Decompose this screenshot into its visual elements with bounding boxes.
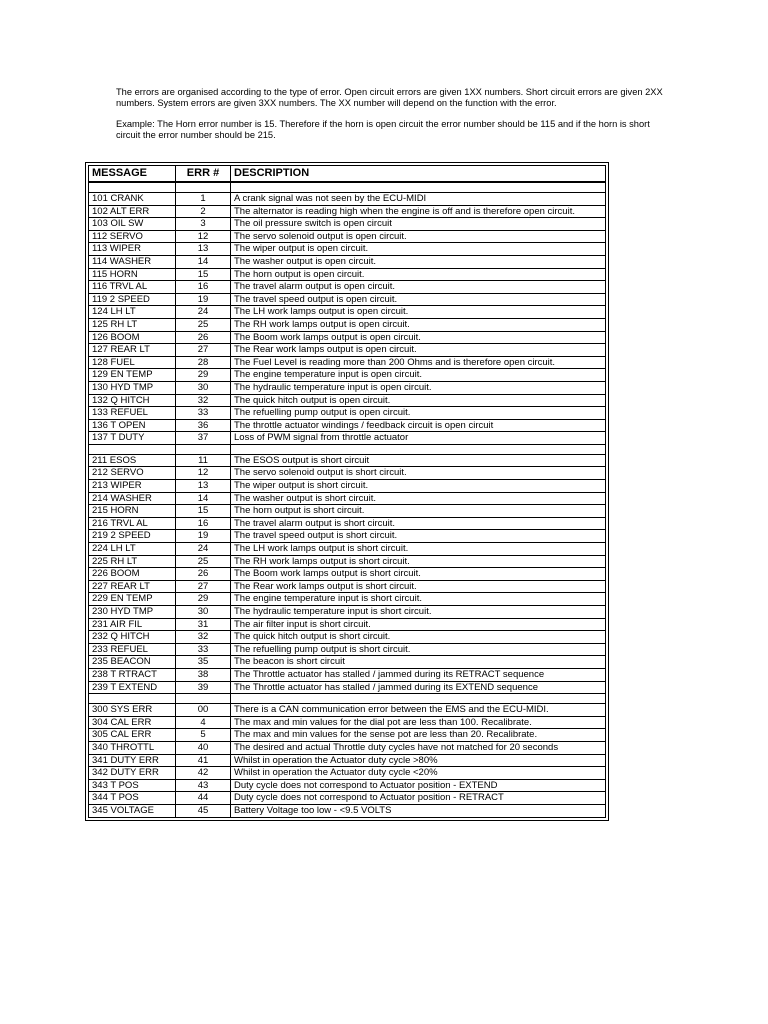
table-header-row [89, 166, 606, 183]
table-row [89, 394, 606, 407]
table-row [89, 767, 606, 780]
description-cell: Whilst in operation the Actuator duty cycle <20% [231, 767, 606, 780]
message-cell: 224 LH LT [89, 543, 176, 556]
err-cell: 1 [176, 193, 231, 206]
header-description: DESCRIPTION [231, 166, 606, 183]
err-cell: 2 [176, 205, 231, 218]
table-row [89, 331, 606, 344]
err-cell: 4 [176, 716, 231, 729]
description-cell: The oil pressure switch is open circuit [231, 218, 606, 231]
message-cell: 132 Q HITCH [89, 394, 176, 407]
description-cell: The Boom work lamps output is open circuit. [231, 331, 606, 344]
description-cell: There is a CAN communication error between the EMS and the ECU-MIDI. [231, 704, 606, 717]
spacer-cell [231, 182, 606, 193]
description-cell: The travel alarm output is open circuit. [231, 281, 606, 294]
table-row [89, 255, 606, 268]
table-row [89, 643, 606, 656]
err-cell: 11 [176, 454, 231, 467]
table-row [89, 454, 606, 467]
message-cell: 128 FUEL [89, 356, 176, 369]
err-cell: 28 [176, 356, 231, 369]
message-cell: 215 HORN [89, 505, 176, 518]
err-cell: 33 [176, 407, 231, 420]
description-cell: The Rear work lamps output is short circuit. [231, 580, 606, 593]
spacer-cell [176, 182, 231, 193]
message-cell: 343 T POS [89, 779, 176, 792]
description-cell: The horn output is open circuit. [231, 268, 606, 281]
err-cell: 24 [176, 543, 231, 556]
err-cell: 16 [176, 517, 231, 530]
message-cell: 119 2 SPEED [89, 293, 176, 306]
intro-paragraph-1: The errors are organised according to the type of error. Open circuit errors are given 1XX numbers. Short circuit errors are given 2XX numbers. System errors are given 3XX numbers. The XX number will depend on the function with the error. [116, 87, 663, 109]
message-cell: 133 REFUEL [89, 407, 176, 420]
description-cell: The Fuel Level is reading more than 200 Ohms and is therefore open circuit. [231, 356, 606, 369]
description-cell: The travel speed output is open circuit. [231, 293, 606, 306]
err-cell: 14 [176, 492, 231, 505]
err-cell: 19 [176, 293, 231, 306]
message-cell: 211 ESOS [89, 454, 176, 467]
spacer-cell [89, 444, 176, 454]
err-cell: 32 [176, 394, 231, 407]
err-cell: 25 [176, 555, 231, 568]
description-cell: The refuelling pump output is short circuit. [231, 643, 606, 656]
message-cell: 216 TRVL AL [89, 517, 176, 530]
description-cell: Battery Voltage too low - <9.5 VOLTS [231, 804, 606, 817]
message-cell: 116 TRVL AL [89, 281, 176, 294]
message-cell: 115 HORN [89, 268, 176, 281]
description-cell: The throttle actuator windings / feedback circuit is open circuit [231, 419, 606, 432]
message-cell: 103 OIL SW [89, 218, 176, 231]
table-row [89, 205, 606, 218]
intro-text [116, 87, 666, 142]
description-cell: The RH work lamps output is short circuit. [231, 555, 606, 568]
message-cell: 239 T EXTEND [89, 681, 176, 694]
table-row [89, 754, 606, 767]
table-row [89, 618, 606, 631]
description-cell: The desired and actual Throttle duty cycles have not matched for 20 seconds [231, 741, 606, 754]
table-row [89, 492, 606, 505]
message-cell: 231 AIR FIL [89, 618, 176, 631]
spacer-cell [231, 694, 606, 704]
description-cell: The LH work lamps output is short circuit. [231, 543, 606, 556]
description-cell: Whilst in operation the Actuator duty cycle >80% [231, 754, 606, 767]
err-cell: 15 [176, 268, 231, 281]
err-cell: 39 [176, 681, 231, 694]
message-cell: 305 CAL ERR [89, 729, 176, 742]
message-cell: 235 BEACON [89, 656, 176, 669]
header-message: MESSAGE [89, 166, 176, 183]
message-cell: 226 BOOM [89, 568, 176, 581]
table-row [89, 306, 606, 319]
table-row [89, 381, 606, 394]
message-cell: 113 WIPER [89, 243, 176, 256]
table-row [89, 193, 606, 206]
message-cell: 112 SERVO [89, 230, 176, 243]
err-cell: 37 [176, 432, 231, 445]
table-row [89, 729, 606, 742]
message-cell: 102 ALT ERR [89, 205, 176, 218]
description-cell: The servo solenoid output is short circuit. [231, 467, 606, 480]
table-row [89, 467, 606, 480]
description-cell: The alternator is reading high when the engine is off and is therefore open circuit. [231, 205, 606, 218]
err-cell: 12 [176, 230, 231, 243]
err-cell: 43 [176, 779, 231, 792]
table-row [89, 268, 606, 281]
message-cell: 114 WASHER [89, 255, 176, 268]
err-cell: 38 [176, 668, 231, 681]
err-cell: 26 [176, 568, 231, 581]
table-row [89, 505, 606, 518]
description-cell: The horn output is short circuit. [231, 505, 606, 518]
description-cell: The servo solenoid output is open circuit. [231, 230, 606, 243]
spacer-row [89, 444, 606, 454]
err-cell: 29 [176, 593, 231, 606]
message-cell: 212 SERVO [89, 467, 176, 480]
message-cell: 214 WASHER [89, 492, 176, 505]
err-cell: 16 [176, 281, 231, 294]
message-cell: 233 REFUEL [89, 643, 176, 656]
spacer-cell [89, 694, 176, 704]
message-cell: 344 T POS [89, 792, 176, 805]
message-cell: 137 T DUTY [89, 432, 176, 445]
err-cell: 32 [176, 631, 231, 644]
table-row [89, 741, 606, 754]
err-cell: 41 [176, 754, 231, 767]
table-row [89, 480, 606, 493]
description-cell: The max and min values for the sense pot are less than 20. Recalibrate. [231, 729, 606, 742]
spacer-cell [89, 182, 176, 193]
table-row [89, 704, 606, 717]
description-cell: The engine temperature input is open circuit. [231, 369, 606, 382]
err-cell: 33 [176, 643, 231, 656]
err-cell: 14 [176, 255, 231, 268]
message-cell: 124 LH LT [89, 306, 176, 319]
table-row [89, 804, 606, 817]
table-row [89, 281, 606, 294]
table-row [89, 369, 606, 382]
err-cell: 35 [176, 656, 231, 669]
message-cell: 213 WIPER [89, 480, 176, 493]
description-cell: Loss of PWM signal from throttle actuator [231, 432, 606, 445]
table-row [89, 318, 606, 331]
message-cell: 230 HYD TMP [89, 606, 176, 619]
message-cell: 101 CRANK [89, 193, 176, 206]
table-row [89, 243, 606, 256]
description-cell: The LH work lamps output is open circuit. [231, 306, 606, 319]
message-cell: 130 HYD TMP [89, 381, 176, 394]
err-cell: 42 [176, 767, 231, 780]
table-row [89, 230, 606, 243]
description-cell: The hydraulic temperature input is open circuit. [231, 381, 606, 394]
spacer-row [89, 694, 606, 704]
table-body [89, 182, 606, 817]
table-row [89, 631, 606, 644]
err-cell: 29 [176, 369, 231, 382]
message-cell: 136 T OPEN [89, 419, 176, 432]
table-row [89, 432, 606, 445]
message-cell: 341 DUTY ERR [89, 754, 176, 767]
spacer-cell [176, 694, 231, 704]
message-cell: 238 T RTRACT [89, 668, 176, 681]
err-cell: 24 [176, 306, 231, 319]
description-cell: The Boom work lamps output is short circuit. [231, 568, 606, 581]
description-cell: The beacon is short circuit [231, 656, 606, 669]
err-cell: 31 [176, 618, 231, 631]
table-row [89, 344, 606, 357]
table-row [89, 792, 606, 805]
message-cell: 340 THROTTL [89, 741, 176, 754]
err-cell: 12 [176, 467, 231, 480]
table-row [89, 716, 606, 729]
description-cell: The air filter input is short circuit. [231, 618, 606, 631]
description-cell: Duty cycle does not correspond to Actuator position - RETRACT [231, 792, 606, 805]
table-row [89, 568, 606, 581]
table-row [89, 779, 606, 792]
description-cell: The wiper output is short circuit. [231, 480, 606, 493]
table-row [89, 407, 606, 420]
description-cell: The engine temperature input is short circuit. [231, 593, 606, 606]
description-cell: The max and min values for the dial pot are less than 100. Recalibrate. [231, 716, 606, 729]
err-cell: 25 [176, 318, 231, 331]
message-cell: 342 DUTY ERR [89, 767, 176, 780]
table-row [89, 656, 606, 669]
description-cell: The travel alarm output is short circuit. [231, 517, 606, 530]
description-cell: The quick hitch output is open circuit. [231, 394, 606, 407]
message-cell: 345 VOLTAGE [89, 804, 176, 817]
description-cell: The quick hitch output is short circuit. [231, 631, 606, 644]
header-err: ERR # [176, 166, 231, 183]
description-cell: The hydraulic temperature input is short circuit. [231, 606, 606, 619]
description-cell: The RH work lamps output is open circuit. [231, 318, 606, 331]
description-cell: A crank signal was not seen by the ECU-MIDI [231, 193, 606, 206]
err-cell: 13 [176, 243, 231, 256]
err-cell: 3 [176, 218, 231, 231]
message-cell: 229 EN TEMP [89, 593, 176, 606]
table-row [89, 606, 606, 619]
message-cell: 225 RH LT [89, 555, 176, 568]
err-cell: 44 [176, 792, 231, 805]
message-cell: 219 2 SPEED [89, 530, 176, 543]
table-row [89, 668, 606, 681]
err-cell: 30 [176, 606, 231, 619]
table-row [89, 293, 606, 306]
spacer-cell [176, 444, 231, 454]
err-cell: 40 [176, 741, 231, 754]
table-row [89, 681, 606, 694]
message-cell: 125 RH LT [89, 318, 176, 331]
message-cell: 129 EN TEMP [89, 369, 176, 382]
spacer-row [89, 182, 606, 193]
intro-paragraph-2: Example: The Horn error number is 15. Therefore if the horn is open circuit the error number should be 115 and if the horn is short circuit the error number should be 215. [116, 118, 650, 141]
spacer-cell [231, 444, 606, 454]
table-row [89, 356, 606, 369]
err-cell: 45 [176, 804, 231, 817]
description-cell: The wiper output is open circuit. [231, 243, 606, 256]
message-cell: 304 CAL ERR [89, 716, 176, 729]
table-row [89, 580, 606, 593]
description-cell: The washer output is open circuit. [231, 255, 606, 268]
err-cell: 13 [176, 480, 231, 493]
err-cell: 15 [176, 505, 231, 518]
table-row [89, 419, 606, 432]
message-cell: 126 BOOM [89, 331, 176, 344]
err-cell: 19 [176, 530, 231, 543]
description-cell: The refuelling pump output is open circuit. [231, 407, 606, 420]
description-cell: The washer output is short circuit. [231, 492, 606, 505]
table-row [89, 543, 606, 556]
description-cell: Duty cycle does not correspond to Actuator position - EXTEND [231, 779, 606, 792]
err-cell: 27 [176, 580, 231, 593]
message-cell: 127 REAR LT [89, 344, 176, 357]
err-cell: 27 [176, 344, 231, 357]
error-code-table [85, 162, 609, 821]
description-cell: The Rear work lamps output is open circuit. [231, 344, 606, 357]
message-cell: 300 SYS ERR [89, 704, 176, 717]
description-cell: The travel speed output is short circuit. [231, 530, 606, 543]
table-row [89, 530, 606, 543]
description-cell: The Throttle actuator has stalled / jammed during its RETRACT sequence [231, 668, 606, 681]
table-row [89, 218, 606, 231]
description-cell: The ESOS output is short circuit [231, 454, 606, 467]
err-cell: 30 [176, 381, 231, 394]
err-cell: 36 [176, 419, 231, 432]
message-cell: 232 Q HITCH [89, 631, 176, 644]
message-cell: 227 REAR LT [89, 580, 176, 593]
description-cell: The Throttle actuator has stalled / jammed during its EXTEND sequence [231, 681, 606, 694]
table-row [89, 593, 606, 606]
err-cell: 5 [176, 729, 231, 742]
err-cell: 26 [176, 331, 231, 344]
table-row [89, 517, 606, 530]
table-row [89, 555, 606, 568]
err-cell: 00 [176, 704, 231, 717]
